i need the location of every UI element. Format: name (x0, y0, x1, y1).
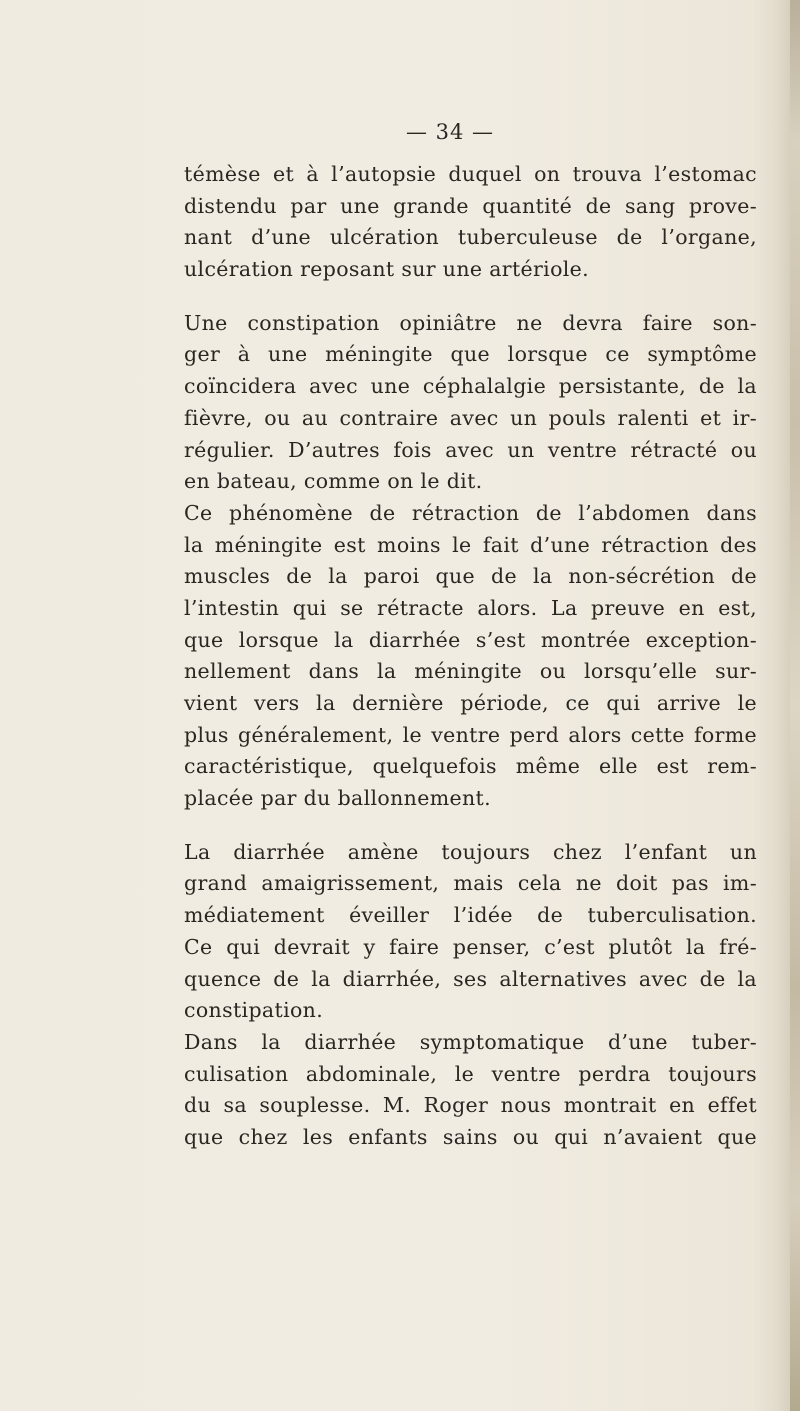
text-line: vient vers la dernière période, ce qui arrive le (184, 691, 757, 715)
text-line: muscles de la paroi que de la non-sécrétion de (184, 564, 757, 589)
text-line: ger à une méningite que lorsque ce symptôme (184, 342, 757, 367)
text-line: régulier. D’autres fois avec un ventre rétracté ou (184, 437, 757, 462)
text-line: en bateau, comme on le dit. (184, 469, 483, 494)
page-number: — 34 — (405, 120, 495, 144)
text-line: Ce qui devrait y faire penser, c’est plutôt la fré- (184, 934, 757, 959)
text-line: quence de la diarrhée, ses alternatives avec de la (184, 966, 757, 991)
text-line: placée par du ballonnement. (184, 786, 491, 811)
text-line: distendu par une grande quantité de sang prove- (184, 193, 757, 218)
text-line: que lorsque la diarrhée s’est montrée exception- (184, 627, 757, 652)
text-line: que chez les enfants sains ou qui n’avaient que (184, 1124, 757, 1149)
text-line: constipation. (184, 998, 324, 1023)
page-edge (790, 0, 800, 1411)
text-line: témèse et à l’autopsie duquel on trouva l’estomac (184, 162, 757, 186)
paragraph-gap (184, 815, 757, 837)
text-line: la méningite est moins le fait d’une rétraction des (184, 532, 757, 557)
text-line: nellement dans la méningite ou lorsqu’elle sur- (184, 659, 757, 684)
text-line: médiatement éveiller l’idée de tuberculisation. (184, 903, 757, 928)
text-line: nant d’une ulcération tuberculeuse de l’organe, (184, 225, 757, 250)
text-line: La diarrhée amène toujours chez l’enfant un (184, 839, 757, 864)
text-line: plus généralement, le ventre perd alors cette forme (184, 722, 757, 747)
text-line: l’intestin qui se rétracte alors. La preuve en est, (184, 595, 757, 620)
text-line: culisation abdominale, le ventre perdra toujours (184, 1061, 757, 1086)
text-line: coïncidera avec une céphalalgie persistante, de la (184, 374, 757, 399)
paragraph-gap (184, 286, 757, 308)
body-text (184, 159, 757, 1154)
text-line: fièvre, ou au contraire avec un pouls ralenti et ir- (184, 405, 757, 430)
text-line: grand amaigrissement, mais cela ne doit pas im- (184, 871, 757, 896)
text-line: Une constipation opiniâtre ne devra faire son- (184, 310, 757, 335)
text-line: Ce phénomène de rétraction de l’abdomen dans (184, 500, 757, 525)
text-line: caractéristique, quelquefois même elle est rem- (184, 754, 757, 779)
text-line: ulcération reposant sur une artériole. (184, 257, 590, 282)
text-line: du sa souplesse. M. Roger nous montrait en effet (184, 1093, 757, 1118)
text-line: Dans la diarrhée symptomatique d’une tuber- (184, 1029, 757, 1054)
